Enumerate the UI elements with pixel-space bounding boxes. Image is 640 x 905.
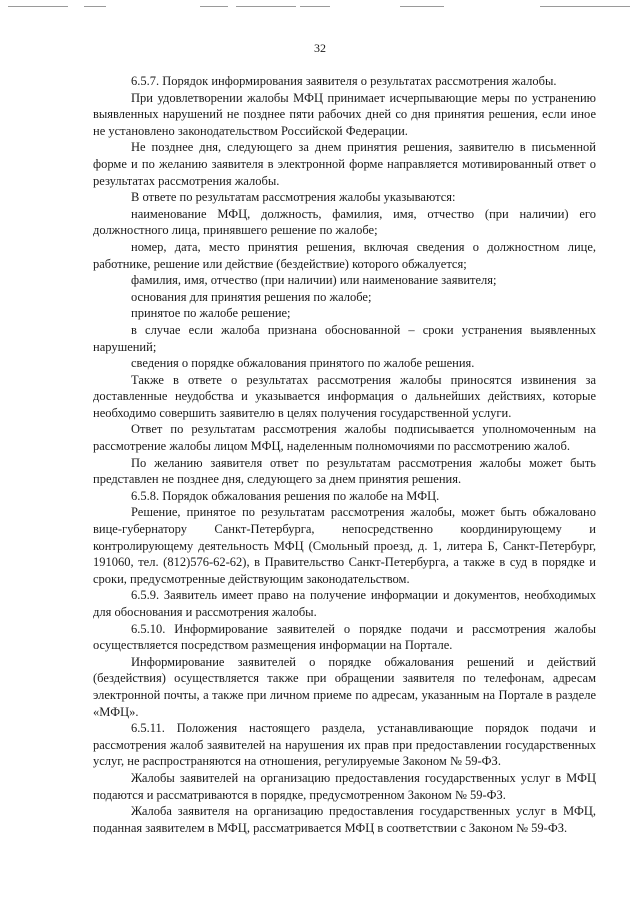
section-6-5-9: 6.5.9. Заявитель имеет право на получение информации и документов, необходимых для обоснования и рассмотрения жалобы. [93, 588, 596, 619]
paragraph: При удовлетворении жалобы МФЦ принимает исчерпывающие меры по устранению выявленных нарушений не позднее пяти рабочих дней со дня принятия решения, если иное не установлено законодательством Российской Федерации. [93, 90, 596, 138]
list-item: фамилия, имя, отчество (при наличии) или наименование заявителя; [131, 273, 497, 288]
scan-edge-artifact [0, 6, 640, 10]
paragraph: Информирование заявителей о порядке обжалования решений и действий (бездействия) осуществляется также при обращении заявителя по телефонам, адресам электронной почты, а также при личном приеме по адресам, указанным на Портале в разделе «МФЦ». [93, 654, 596, 719]
section-heading-6-5-7: 6.5.7. Порядок информирования заявителя о результатах рассмотрения жалобы. [131, 74, 557, 88]
list-item: наименование МФЦ, должность, фамилия, имя, отчество (при наличии) его должностного лица, принявшего решение по жалобе; [93, 206, 596, 238]
section-6-5-11: 6.5.11. Положения настоящего раздела, устанавливающие порядок подачи и рассмотрения жалоб заявителей на нарушения их прав при предоставлении государственных услуг, не распространяются на отношения, регулируемые Законом № 59-ФЗ. [93, 721, 596, 769]
list-item: основания для принятия решения по жалобе; [131, 289, 372, 304]
page-number: 32 [314, 41, 326, 55]
section-heading-6-5-8: 6.5.8. Порядок обжалования решения по жалобе на МФЦ. [131, 488, 440, 503]
section-6-5-10: 6.5.10. Информирование заявителей о порядке подачи и рассмотрения жалобы осуществляется посредством размещения информации на Портале. [93, 621, 596, 653]
paragraph: По желанию заявителя ответ по результатам рассмотрения жалобы может быть представлен не позднее дня, следующего за днем принятия решения. [93, 455, 596, 487]
paragraph: В ответе по результатам рассмотрения жалобы указываются: [131, 190, 456, 205]
paragraph: Не позднее дня, следующего за днем принятия решения, заявителю в письменной форме и по желанию заявителя в электронной форме направляется мотивированный ответ о результатах рассмотрения жалобы. [93, 140, 596, 188]
list-item: принятое по жалобе решение; [131, 306, 291, 321]
document-body [93, 73, 596, 836]
paragraph: Жалоба заявителя на организацию предоставления государственных услуг в МФЦ, поданная заявителем в МФЦ, рассматривается МФЦ в соответствии с Законом № 59-ФЗ. [93, 804, 596, 835]
paragraph: Также в ответе о результатах рассмотрения жалобы приносятся извинения за доставленные неудобства и указывается информация о дальнейших действиях, которые необходимо совершить заявителю в целях получения государственной услуги. [93, 372, 596, 420]
paragraph: Ответ по результатам рассмотрения жалобы подписывается уполномоченным на рассмотрение жалобы лицом МФЦ, наделенным полномочиями по рассмотрению жалоб. [93, 422, 596, 454]
list-item: номер, дата, место принятия решения, включая сведения о должностном лице, работнике, решение или действие (бездействие) которого обжалуется; [93, 239, 596, 271]
list-item: в случае если жалоба признана обоснованной – сроки устранения выявленных нарушений; [93, 322, 596, 354]
list-item: сведения о порядке обжалования принятого по жалобе решения. [131, 356, 475, 371]
paragraph: Жалобы заявителей на организацию предоставления государственных услуг в МФЦ подаются и рассматриваются в порядке, предусмотренном Законом № 59-ФЗ. [93, 770, 596, 802]
paragraph: Решение, принятое по результатам рассмотрения жалобы, может быть обжаловано вице-губернатору Санкт-Петербурга, непосредственно координирующему и контролирующему деятельность МФЦ (Смольный проезд, д. 1, литера Б, Санкт-Петербург, 191060, тел. (812)576-62-62), в Правительство Санкт-Петербурга, а также в суд в порядке и сроки, предусмотренные действующим законодательством. [93, 505, 596, 586]
